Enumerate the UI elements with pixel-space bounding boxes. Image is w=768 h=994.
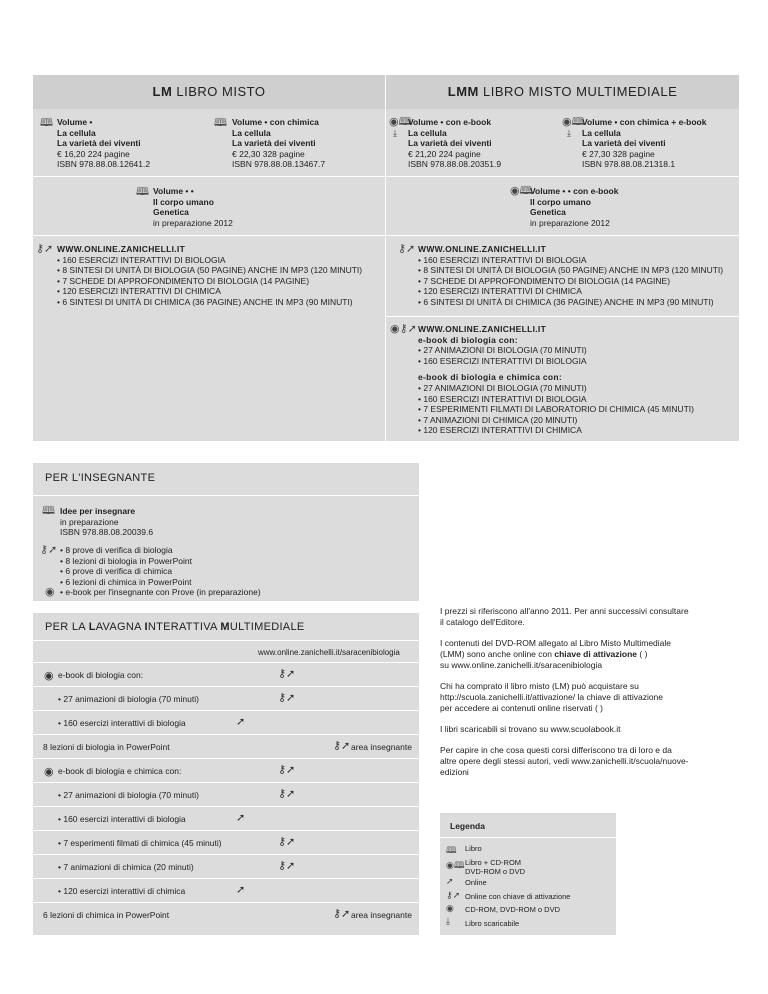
divider xyxy=(386,316,739,317)
divider xyxy=(33,176,739,177)
cursor-icon: ➚ xyxy=(446,877,454,887)
divider xyxy=(33,235,739,236)
download-icon: ⤓ xyxy=(446,917,450,927)
online-list-lmm: WWW.ONLINE.ZANICHELLI.IT • 160 ESERCIZI INTERATTIVI DI BIOLOGIA • 8 SINTESI DI UNITÀ DI BIOLOGIA (50 PAGINE) ANCHE IN MP3 (120 MINUTI) • 7 SCHEDE DI APPROFONDIMENTO DI BIOLOGIA (14 PAGINE) • 120 ESERCIZI INTERATTIVI DI CHIMICA • 6 SINTESI DI UNITÀ DI CHIMICA (36 PAGINE) ANCHE IN MP3 (90 MINUTI) xyxy=(418,244,724,307)
lm-header: LM LIBRO MISTO xyxy=(33,75,385,109)
volume-card: Volume • La cellula La varietà dei viventi € 16,20 224 pagine ISBN 978.88.08.12641.2 xyxy=(57,117,151,169)
volume-card: Volume • • con e-book Il corpo umano Genetica in preparazione 2012 xyxy=(530,186,619,228)
teacher-book: Idee per insegnare in preparazione ISBN 978.88.08.20039.6 xyxy=(60,506,154,537)
lim-row: • 160 esercizi interattivi di biologia xyxy=(33,806,419,830)
divider xyxy=(33,640,419,641)
online-key-icon: ⚷➚ xyxy=(36,242,54,255)
lim-url[interactable]: www.online.zanichelli.it/saracenibiologia xyxy=(258,648,400,657)
volume-card: Volume • • Il corpo umano Genetica in preparazione 2012 xyxy=(153,186,233,228)
online-key-icon: ⚷➚ xyxy=(278,763,296,776)
divider xyxy=(33,495,419,496)
book-cd-icon: ◉🕮 xyxy=(389,115,412,128)
divider xyxy=(385,75,386,441)
book-icon: 🕮 xyxy=(42,504,55,517)
lim-row: 6 lezioni di chimica in PowerPoint area insegnante xyxy=(33,902,419,926)
download-icon: ⤓ xyxy=(393,129,397,139)
lim-row: • 120 esercizi interattivi di chimica xyxy=(33,878,419,902)
online-key-icon: ⚷➚ xyxy=(278,691,296,704)
book-cd-icon: ◉🕮 xyxy=(510,184,533,197)
online-key-icon: ⚷➚ xyxy=(446,891,461,901)
lim-row: • 27 animazioni di biologia (70 minuti) xyxy=(33,782,419,806)
cd-icon: ◉ xyxy=(44,765,54,778)
lim-row: • 160 esercizi interattivi di biologia xyxy=(33,710,419,734)
cursor-icon: ➚ xyxy=(236,883,246,896)
book-cd-icon: ◉🕮 xyxy=(446,861,465,871)
lim-row: • 7 esperimenti filmati di chimica (45 minuti) xyxy=(33,830,419,854)
online-key-icon: ⚷➚ xyxy=(40,543,58,556)
online-key-icon: ⚷➚ xyxy=(333,907,351,920)
cd-icon: ◉ xyxy=(44,669,54,682)
volume-card: Volume • con e-book La cellula La varietà dei viventi € 21,20 224 pagine ISBN 978.88.08.20351.9 xyxy=(408,117,502,169)
book-icon: 🕮 xyxy=(136,185,149,198)
cursor-icon: ➚ xyxy=(236,811,246,824)
lmm-header: LMM LIBRO MISTO MULTIMEDIALE xyxy=(386,75,739,109)
cd-online-icon: ◉⚷➚ xyxy=(390,322,417,335)
book-icon: 🕮 xyxy=(446,846,457,856)
lim-row: 8 lezioni di biologia in PowerPoint area insegnante xyxy=(33,734,419,758)
online-key-icon: ⚷➚ xyxy=(398,242,416,255)
cursor-icon: ➚ xyxy=(236,715,246,728)
teacher-header: PER L'INSEGNANTE xyxy=(45,472,156,484)
book-icon: 🕮 xyxy=(214,116,227,129)
info-text: I prezzi si riferiscono all'anno 2011. Per anni successivi consultare il catalogo dell'Editore. I contenuti del DVD-ROM allegato al Libro Misto Multimediale (LMM) sono anche online con chiave di attivazione ( ) su www.online.zanichelli.it/saracenibiologia Chi ha comprato il libro misto (LM) può acquistare su http://scuola.zanichelli.it/attivazione/ la chiave di attivazione per accedere ai contenuti online riservati ( ) I libri scaricabili si trovano su www.scuolabook.it Per capire in che cosa questi corsi differiscono tra di loro e da altre opere degli stessi autori, vedi www.zanichelli.it/scuola/nuove-edizioni xyxy=(440,606,689,777)
download-icon: ⤓ xyxy=(567,129,571,139)
lim-row: • 27 animazioni di biologia (70 minuti) xyxy=(33,686,419,710)
cd-icon: ◉ xyxy=(45,585,55,598)
lim-row: ◉ e-book di biologia e chimica con: xyxy=(33,758,419,782)
teacher-items: • 8 prove di verifica di biologia • 8 lezioni di biologia in PowerPoint • 6 prove di verifica di chimica • 6 lezioni di chimica in PowerPoint • e-book per l'insegnante con Prove (in preparazione) xyxy=(60,545,261,597)
online-key-icon: ⚷➚ xyxy=(278,835,296,848)
online-key-icon: ⚷➚ xyxy=(278,859,296,872)
book-cd-icon: ◉🕮 xyxy=(562,115,585,128)
online-list-lm: WWW.ONLINE.ZANICHELLI.IT • 160 ESERCIZI INTERATTIVI DI BIOLOGIA • 8 SINTESI DI UNITÀ DI BIOLOGIA (50 PAGINE) ANCHE IN MP3 (120 MINUTI) • 7 SCHEDE DI APPROFONDIMENTO DI BIOLOGIA (14 PAGINE) • 120 ESERCIZI INTERATTIVI DI CHIMICA • 6 SINTESI DI UNITÀ DI CHIMICA (36 PAGINE) ANCHE IN MP3 (90 MINUTI) xyxy=(57,244,363,307)
cd-icon: ◉ xyxy=(446,904,454,914)
legend: Legenda 🕮 Libro ◉🕮 Libro + CD-ROM DVD-ROM o DVD ➚ Online ⚷➚ Online con chiave di attivazione ◉ CD-ROM, DVD-ROM o DVD ⤓ Libro scaricabile xyxy=(440,813,616,935)
ebook-list: WWW.ONLINE.ZANICHELLI.IT e-book di biologia con: • 27 ANIMAZIONI DI BIOLOGIA (70 MINUTI) • 160 ESERCIZI INTERATTIVI DI BIOLOGIA e-book di biologia e chimica con: • 27 ANIMAZIONI DI BIOLOGIA (70 MINUTI) • 160 ESERCIZI INTERATTIVI DI BIOLOGIA • 7 ESPERIMENTI FILMATI DI LABORATORIO DI CHIMICA (45 MINUTI) • 7 ANIMAZIONI DI CHIMICA (20 MINUTI) • 120 ESERCIZI INTERATTIVI DI CHIMICA xyxy=(418,324,694,436)
book-icon: 🕮 xyxy=(40,116,53,129)
online-key-icon: ⚷➚ xyxy=(278,787,296,800)
online-key-icon: ⚷➚ xyxy=(333,739,351,752)
volume-card: Volume • con chimica La cellula La varietà dei viventi € 22,30 328 pagine ISBN 978.88.08.13467.7 xyxy=(232,117,326,169)
lim-row: • 7 animazioni di chimica (20 minuti) xyxy=(33,854,419,878)
online-key-icon: ⚷➚ xyxy=(278,667,296,680)
lim-row: ◉ e-book di biologia con: xyxy=(33,662,419,686)
volume-card: Volume • con chimica + e-book La cellula La varietà dei viventi € 27,30 328 pagine ISBN 978.88.08.21318.1 xyxy=(582,117,707,169)
lim-header: PER LA LAVAGNA INTERATTIVA MULTIMEDIALE xyxy=(45,621,305,633)
